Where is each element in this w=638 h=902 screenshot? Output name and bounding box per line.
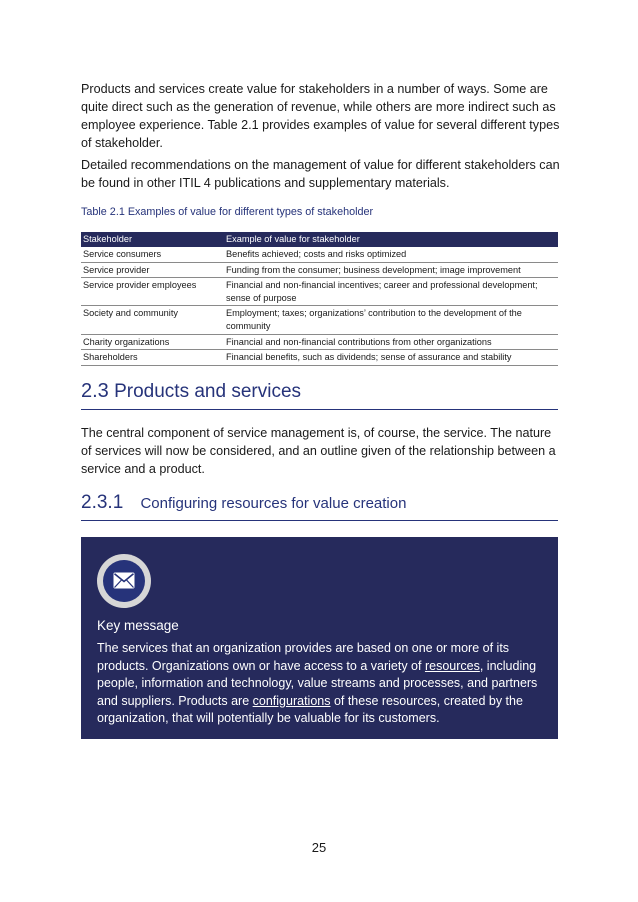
table-row — [81, 334, 558, 350]
table-row — [81, 247, 558, 262]
envelope-icon — [103, 560, 145, 602]
intro-paragraph-1: Products and services create value for stakeholders in a number of ways. Some are quite direct such as the generation of revenue, while others are more indirect such as employee experience. Table 2.1 provides examples of value for several different types of stakeholder. — [81, 82, 560, 150]
table-row — [81, 306, 558, 334]
subsection-number: 2.3.1 — [81, 492, 124, 513]
key-message-text: The services that an organization provides are based on one or more of its products. Organizations own or have access to a variety of resources, including people, information and technology, value streams and processes, and partners and suppliers. Products are configurations of these resources, created by the organization, that will potentially be valuable for its customers. — [97, 641, 538, 725]
key-message-box — [81, 537, 558, 739]
table-row — [81, 262, 558, 278]
stakeholder-cell: Service consumers — [81, 247, 224, 262]
resources-link[interactable]: resources — [424, 658, 480, 673]
section-number: 2.3 — [81, 380, 109, 402]
section-paragraph: The central component of service management is, of course, the service. The nature of services will now be considered, and an outline given of the relationship between a service and a product. — [81, 426, 556, 476]
value-cell: Financial and non-financial incentives; career and professional development; sense of purpose — [224, 278, 558, 306]
stakeholder-cell: Charity organizations — [81, 334, 224, 350]
configurations-link[interactable]: configurations — [252, 693, 331, 708]
column-header-stakeholder: Stakeholder — [81, 232, 224, 247]
table-header-row — [81, 232, 558, 247]
table-row — [81, 350, 558, 366]
value-cell: Benefits achieved; costs and risks optimized — [224, 247, 558, 262]
subsection-heading — [81, 491, 558, 521]
key-message-badge — [97, 554, 151, 608]
value-cell: Employment; taxes; organizations’ contribution to the development of the community — [224, 306, 558, 334]
page-number: 25 — [311, 840, 327, 855]
table-row — [81, 278, 558, 306]
stakeholder-cell: Service provider — [81, 262, 224, 278]
value-cell: Financial benefits, such as dividends; sense of assurance and stability — [224, 350, 558, 366]
intro-paragraph-2: Detailed recommendations on the management of value for different stakeholders can be found in other ITIL 4 publications and supplementary materials. — [81, 158, 560, 190]
section-title: Products and services — [114, 381, 302, 402]
key-message-title: Key message — [97, 618, 179, 633]
value-cell: Funding from the consumer; business development; image improvement — [224, 262, 558, 278]
value-cell: Financial and non-financial contributions from other organizations — [224, 334, 558, 350]
stakeholder-cell: Service provider employees — [81, 278, 224, 306]
stakeholder-cell: Society and community — [81, 306, 224, 334]
stakeholder-value-table — [81, 232, 558, 366]
subsection-title: Configuring resources for value creation — [140, 495, 407, 512]
stakeholder-cell: Shareholders — [81, 350, 224, 366]
column-header-value: Example of value for stakeholder — [224, 232, 558, 247]
section-heading — [81, 380, 558, 410]
table-caption: Table 2.1 Examples of value for different types of stakeholder — [81, 206, 374, 218]
